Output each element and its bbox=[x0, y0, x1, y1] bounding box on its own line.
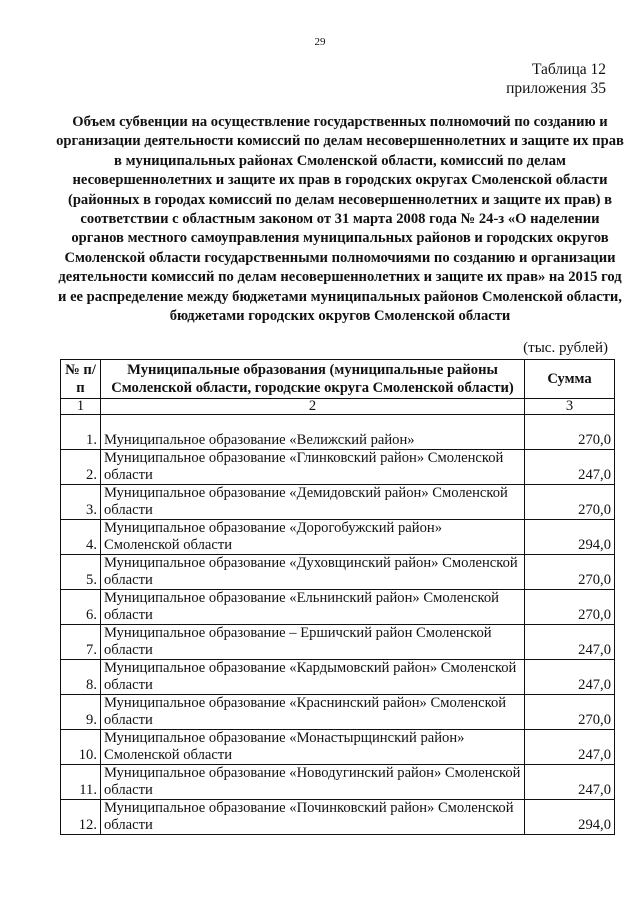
page-number: 29 bbox=[314, 36, 326, 48]
table-row bbox=[61, 555, 615, 590]
subvention-sum: 247,0 bbox=[525, 660, 615, 695]
table-row bbox=[61, 730, 615, 765]
municipality-name: Муниципальное образование «Глинковский район» Смоленской области bbox=[101, 450, 525, 485]
table-row bbox=[61, 520, 615, 555]
column-number: 2 bbox=[101, 399, 525, 415]
row-number: 10. bbox=[61, 730, 101, 765]
table-row bbox=[61, 765, 615, 800]
row-number: 8. bbox=[61, 660, 101, 695]
municipality-name: Муниципальное образование «Демидовский район» Смоленской области bbox=[101, 485, 525, 520]
subvention-sum: 247,0 bbox=[525, 730, 615, 765]
column-number: 3 bbox=[525, 399, 615, 415]
row-number: 1. bbox=[61, 415, 101, 450]
row-number: 2. bbox=[61, 450, 101, 485]
row-number: 5. bbox=[61, 555, 101, 590]
row-number: 12. bbox=[61, 800, 101, 835]
table-header-row bbox=[61, 360, 615, 399]
row-number: 11. bbox=[61, 765, 101, 800]
subvention-sum: 270,0 bbox=[525, 415, 615, 450]
subvention-sum: 247,0 bbox=[525, 450, 615, 485]
subvention-sum: 294,0 bbox=[525, 520, 615, 555]
municipality-name: Муниципальное образование «Дорогобужский район» Смоленской области bbox=[101, 520, 525, 555]
header-sum: Сумма bbox=[525, 360, 615, 399]
municipality-name: Муниципальное образование «Велижский район» bbox=[101, 415, 525, 450]
table-reference bbox=[506, 60, 606, 98]
header-municipality: Муниципальные образования (муниципальные районы Смоленской области, городские округа Смоленской области) bbox=[101, 360, 525, 399]
subvention-sum: 270,0 bbox=[525, 555, 615, 590]
column-number-row bbox=[61, 399, 615, 415]
table-row bbox=[61, 485, 615, 520]
municipality-name: Муниципальное образование «Краснинский район» Смоленской области bbox=[101, 695, 525, 730]
row-number: 4. bbox=[61, 520, 101, 555]
municipality-name: Муниципальное образование «Кардымовский район» Смоленской области bbox=[101, 660, 525, 695]
municipality-name: Муниципальное образование «Духовщинский район» Смоленской области bbox=[101, 555, 525, 590]
municipality-name: Муниципальное образование – Ершичский район Смоленской области bbox=[101, 625, 525, 660]
table-row bbox=[61, 625, 615, 660]
subvention-sum: 247,0 bbox=[525, 625, 615, 660]
table-row bbox=[61, 590, 615, 625]
units-label: (тыс. рублей) bbox=[523, 340, 608, 356]
municipality-name: Муниципальное образование «Ельнинский район» Смоленской области bbox=[101, 590, 525, 625]
subvention-table bbox=[60, 359, 615, 835]
table-body bbox=[61, 415, 615, 835]
column-number: 1 bbox=[61, 399, 101, 415]
table-ref-line2: приложения 35 bbox=[506, 80, 606, 97]
table-row bbox=[61, 450, 615, 485]
municipality-name: Муниципальное образование «Починковский район» Смоленской области bbox=[101, 800, 525, 835]
row-number: 3. bbox=[61, 485, 101, 520]
row-number: 7. bbox=[61, 625, 101, 660]
row-number: 9. bbox=[61, 695, 101, 730]
municipality-name: Муниципальное образование «Новодугинский район» Смоленской области bbox=[101, 765, 525, 800]
subvention-sum: 294,0 bbox=[525, 800, 615, 835]
header-number: № п/п bbox=[61, 360, 101, 399]
table-row bbox=[61, 695, 615, 730]
subvention-sum: 270,0 bbox=[525, 590, 615, 625]
subvention-sum: 247,0 bbox=[525, 765, 615, 800]
table-row bbox=[61, 415, 615, 450]
row-number: 6. bbox=[61, 590, 101, 625]
table-row bbox=[61, 800, 615, 835]
table-ref-line1: Таблица 12 bbox=[531, 61, 606, 78]
table-row bbox=[61, 660, 615, 695]
subvention-sum: 270,0 bbox=[525, 695, 615, 730]
subvention-sum: 270,0 bbox=[525, 485, 615, 520]
document-title: Объем субвенции на осуществление государственных полномочий по созданию и организации деятельности комиссий по делам несовершеннолетних и защите их прав в муниципальных районах Смоленской области, комиссий по делам несовершеннолетних и защите их прав в городских округах Смоленской области (районных в городах комиссий по делам несовершеннолетних и защите их прав) в соответствии с областным законом от 31 марта 2008 года № 24-з «О наделении органов местного самоуправления муниципальных районов и городских округов Смоленской области государственными полномочиями по созданию и организации деятельности комиссий по делам несовершеннолетних и защите их прав» на 2015 год и ее распределение между бюджетами муниципальных районов Смоленской области, бюджетами городских округов Смоленской области bbox=[56, 114, 624, 325]
municipality-name: Муниципальное образование «Монастырщинский район» Смоленской области bbox=[101, 730, 525, 765]
